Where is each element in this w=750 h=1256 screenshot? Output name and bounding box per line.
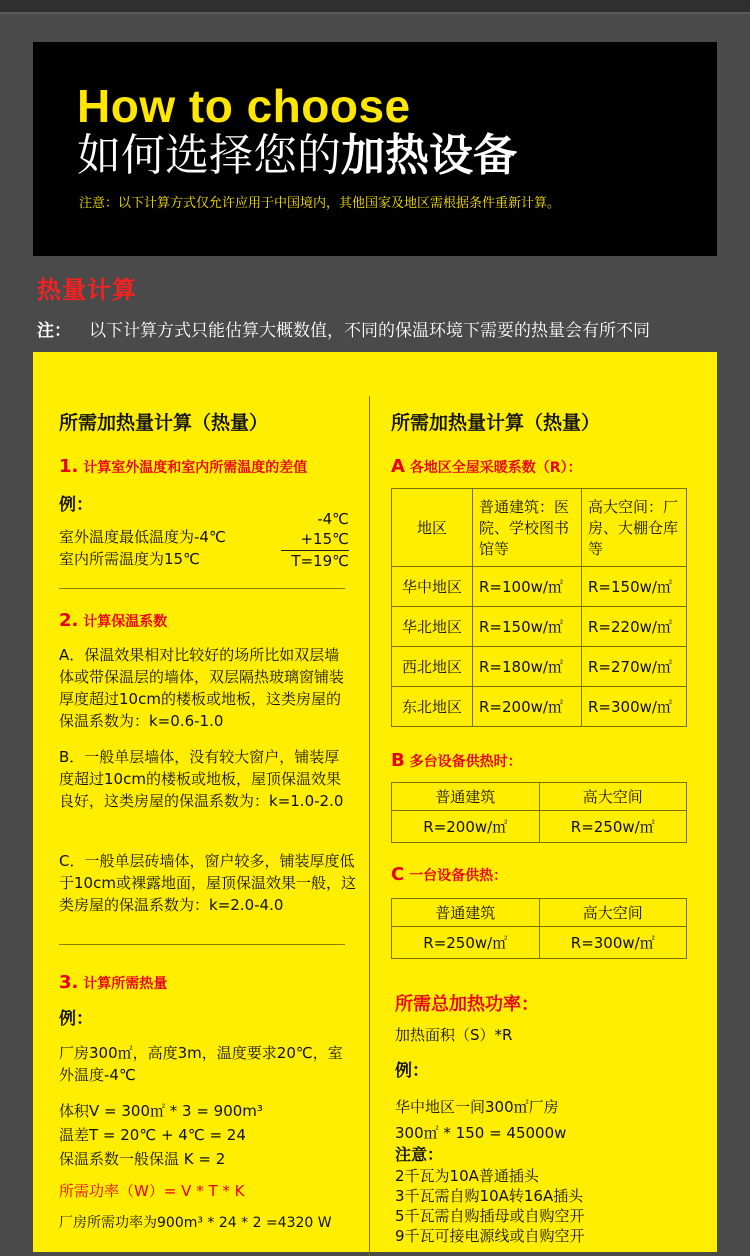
section-b-letter: B bbox=[391, 750, 405, 771]
step3-result: 厂房所需功率为900m³ * 24 * 2 =4320 W bbox=[59, 1215, 332, 1231]
calc-a: -4℃ bbox=[317, 510, 349, 528]
step2-b: B．一般单层墙体，没有较大窗户，铺装厚度超过10cm的楼板或地板，屋顶保温效果良好，这类房屋的保温系数为：k=1.0-2.0 bbox=[59, 748, 344, 810]
note-item: 2千瓦为10A普通插头 bbox=[395, 1167, 539, 1185]
section-b-title-text: 多台设备供热时： bbox=[409, 754, 522, 770]
table-cell: R=150w/㎡ bbox=[582, 567, 687, 607]
total-power-title: 所需总加热功率： bbox=[395, 994, 539, 1015]
step1-example-label: 例： bbox=[59, 495, 93, 515]
table-header-cell: 普通建筑 bbox=[392, 899, 540, 927]
left-heading: 所需加热量计算（热量） bbox=[59, 412, 269, 434]
section-a-letter: A bbox=[391, 456, 405, 477]
step2-title-text: 计算保温系数 bbox=[83, 614, 168, 630]
right-heading: 所需加热量计算（热量） bbox=[391, 412, 601, 434]
calc-c: T=19℃ bbox=[291, 552, 349, 570]
step3-example-label: 例： bbox=[59, 1009, 93, 1029]
table-cell: 华北地区 bbox=[392, 607, 473, 647]
hero-title-cn-bold: 加热设备 bbox=[341, 130, 517, 181]
step3-line2: 体积V = 300㎡ * 3 = 900m³ bbox=[59, 1102, 263, 1120]
table-header-cell: 高大空间 bbox=[539, 899, 687, 927]
step1-title-text: 计算室外温度和室内所需温度的差值 bbox=[83, 460, 308, 476]
step3-line4: 保温系数一般保温 K = 2 bbox=[59, 1150, 226, 1168]
step2-number: 2. bbox=[59, 610, 79, 631]
table-row bbox=[392, 927, 687, 959]
note-item: 3千瓦需自购10A转16A插头 bbox=[395, 1187, 584, 1205]
table-cell: R=200w/㎡ bbox=[392, 811, 540, 843]
table-cell: R=180w/㎡ bbox=[473, 647, 582, 687]
left-divider-1 bbox=[59, 588, 345, 589]
section-b-title bbox=[391, 750, 522, 771]
table-cell: R=270w/㎡ bbox=[582, 647, 687, 687]
step3-number: 3. bbox=[59, 972, 79, 993]
table-cell: R=300w/㎡ bbox=[582, 687, 687, 727]
table-header-row bbox=[392, 489, 687, 567]
section-c-letter: C bbox=[391, 864, 405, 885]
hero-title-en: How to choose bbox=[77, 80, 411, 132]
table-header-cell: 高大空间：厂房、大棚仓库等 bbox=[582, 489, 687, 567]
section-note bbox=[37, 316, 650, 341]
table-cell: 西北地区 bbox=[392, 647, 473, 687]
single-device-table bbox=[391, 898, 687, 959]
hero-title-cn-light: 如何选择您的 bbox=[77, 130, 341, 181]
table-cell: R=200w/㎡ bbox=[473, 687, 582, 727]
section-a-title-text: 各地区全屋采暖系数（R）： bbox=[409, 460, 582, 476]
right-example-line2: 300㎡ * 150 = 45000w bbox=[395, 1124, 567, 1142]
table-cell: R=300w/㎡ bbox=[539, 927, 687, 959]
total-power-formula: 加热面积（S）*R bbox=[395, 1026, 513, 1044]
step3-title bbox=[59, 972, 167, 993]
right-example-label: 例： bbox=[395, 1061, 429, 1081]
table-cell: R=220w/㎡ bbox=[582, 607, 687, 647]
step2-c: C．一般单层砖墙体，窗户较多，铺装厚度低于10cm或裸露地面，屋顶保温效果一般，这类房屋的保温系数为：k=2.0-4.0 bbox=[59, 852, 356, 914]
step1-line1: 室外温度最低温度为-4℃ bbox=[59, 528, 226, 546]
section-c-title-text: 一台设备供热： bbox=[409, 868, 508, 884]
step3-title-text: 计算所需热量 bbox=[83, 976, 168, 992]
table-header-row bbox=[392, 783, 687, 811]
table-cell: R=150w/㎡ bbox=[473, 607, 582, 647]
hero-title-cn bbox=[77, 130, 517, 182]
step1-number: 1. bbox=[59, 456, 79, 477]
left-divider-2 bbox=[59, 944, 345, 945]
step3-line3: 温差T = 20℃ + 4℃ = 24 bbox=[59, 1126, 246, 1144]
calc-panel bbox=[33, 352, 717, 1252]
table-header-cell: 高大空间 bbox=[539, 783, 687, 811]
table-cell: 东北地区 bbox=[392, 687, 473, 727]
table-cell: 华中地区 bbox=[392, 567, 473, 607]
notes-label: 注意： bbox=[395, 1145, 444, 1164]
section-a-title bbox=[391, 456, 582, 477]
note-item: 9千瓦可接电源线或自购空开 bbox=[395, 1227, 585, 1245]
table-header-row bbox=[392, 899, 687, 927]
table-header-cell: 地区 bbox=[392, 489, 473, 567]
section-c-title bbox=[391, 864, 507, 885]
table-cell: R=100w/㎡ bbox=[473, 567, 582, 607]
top-bar bbox=[0, 0, 750, 14]
step1-line2: 室内所需温度为15℃ bbox=[59, 550, 200, 568]
step3-line1: 厂房300㎡，高度3m，温度要求20℃，室外温度-4℃ bbox=[59, 1044, 343, 1084]
column-divider bbox=[369, 396, 370, 1256]
step1-title bbox=[59, 456, 307, 477]
table-header-cell: 普通建筑：医院、学校图书馆等 bbox=[473, 489, 582, 567]
table-header-cell: 普通建筑 bbox=[392, 783, 540, 811]
table-cell: R=250w/㎡ bbox=[392, 927, 540, 959]
note-item: 5千瓦需自购插母或自购空开 bbox=[395, 1207, 585, 1225]
right-example-line1: 华中地区一间300㎡厂房 bbox=[395, 1098, 559, 1116]
table-row bbox=[392, 687, 687, 727]
table-cell: R=250w/㎡ bbox=[539, 811, 687, 843]
hero-banner bbox=[33, 42, 717, 256]
table-row bbox=[392, 811, 687, 843]
table-row bbox=[392, 567, 687, 607]
hero-note: 注意：以下计算方式仅允许应用于中国境内，其他国家及地区需根据条件重新计算。 bbox=[79, 196, 561, 211]
step2-a: A．保温效果相对比较好的场所比如双层墙体或带保温层的墙体，双层隔热玻璃窗铺装厚度超过10cm的楼板或地板，这类房屋的保温系数为：k=0.6-1.0 bbox=[59, 646, 345, 730]
multi-device-table bbox=[391, 782, 687, 843]
section-note-label: 注： bbox=[37, 321, 71, 341]
section-note-text: 以下计算方式只能估算大概数值，不同的保温环境下需要的热量会有所不同 bbox=[89, 321, 650, 341]
table-row bbox=[392, 647, 687, 687]
step2-title bbox=[59, 610, 167, 631]
region-coefficient-table bbox=[391, 488, 687, 727]
table-row bbox=[392, 607, 687, 647]
calc-b: +15℃ bbox=[300, 530, 349, 548]
section-title: 热量计算 bbox=[37, 276, 137, 304]
step3-formula: 所需功率（W）= V * T * K bbox=[59, 1182, 245, 1200]
